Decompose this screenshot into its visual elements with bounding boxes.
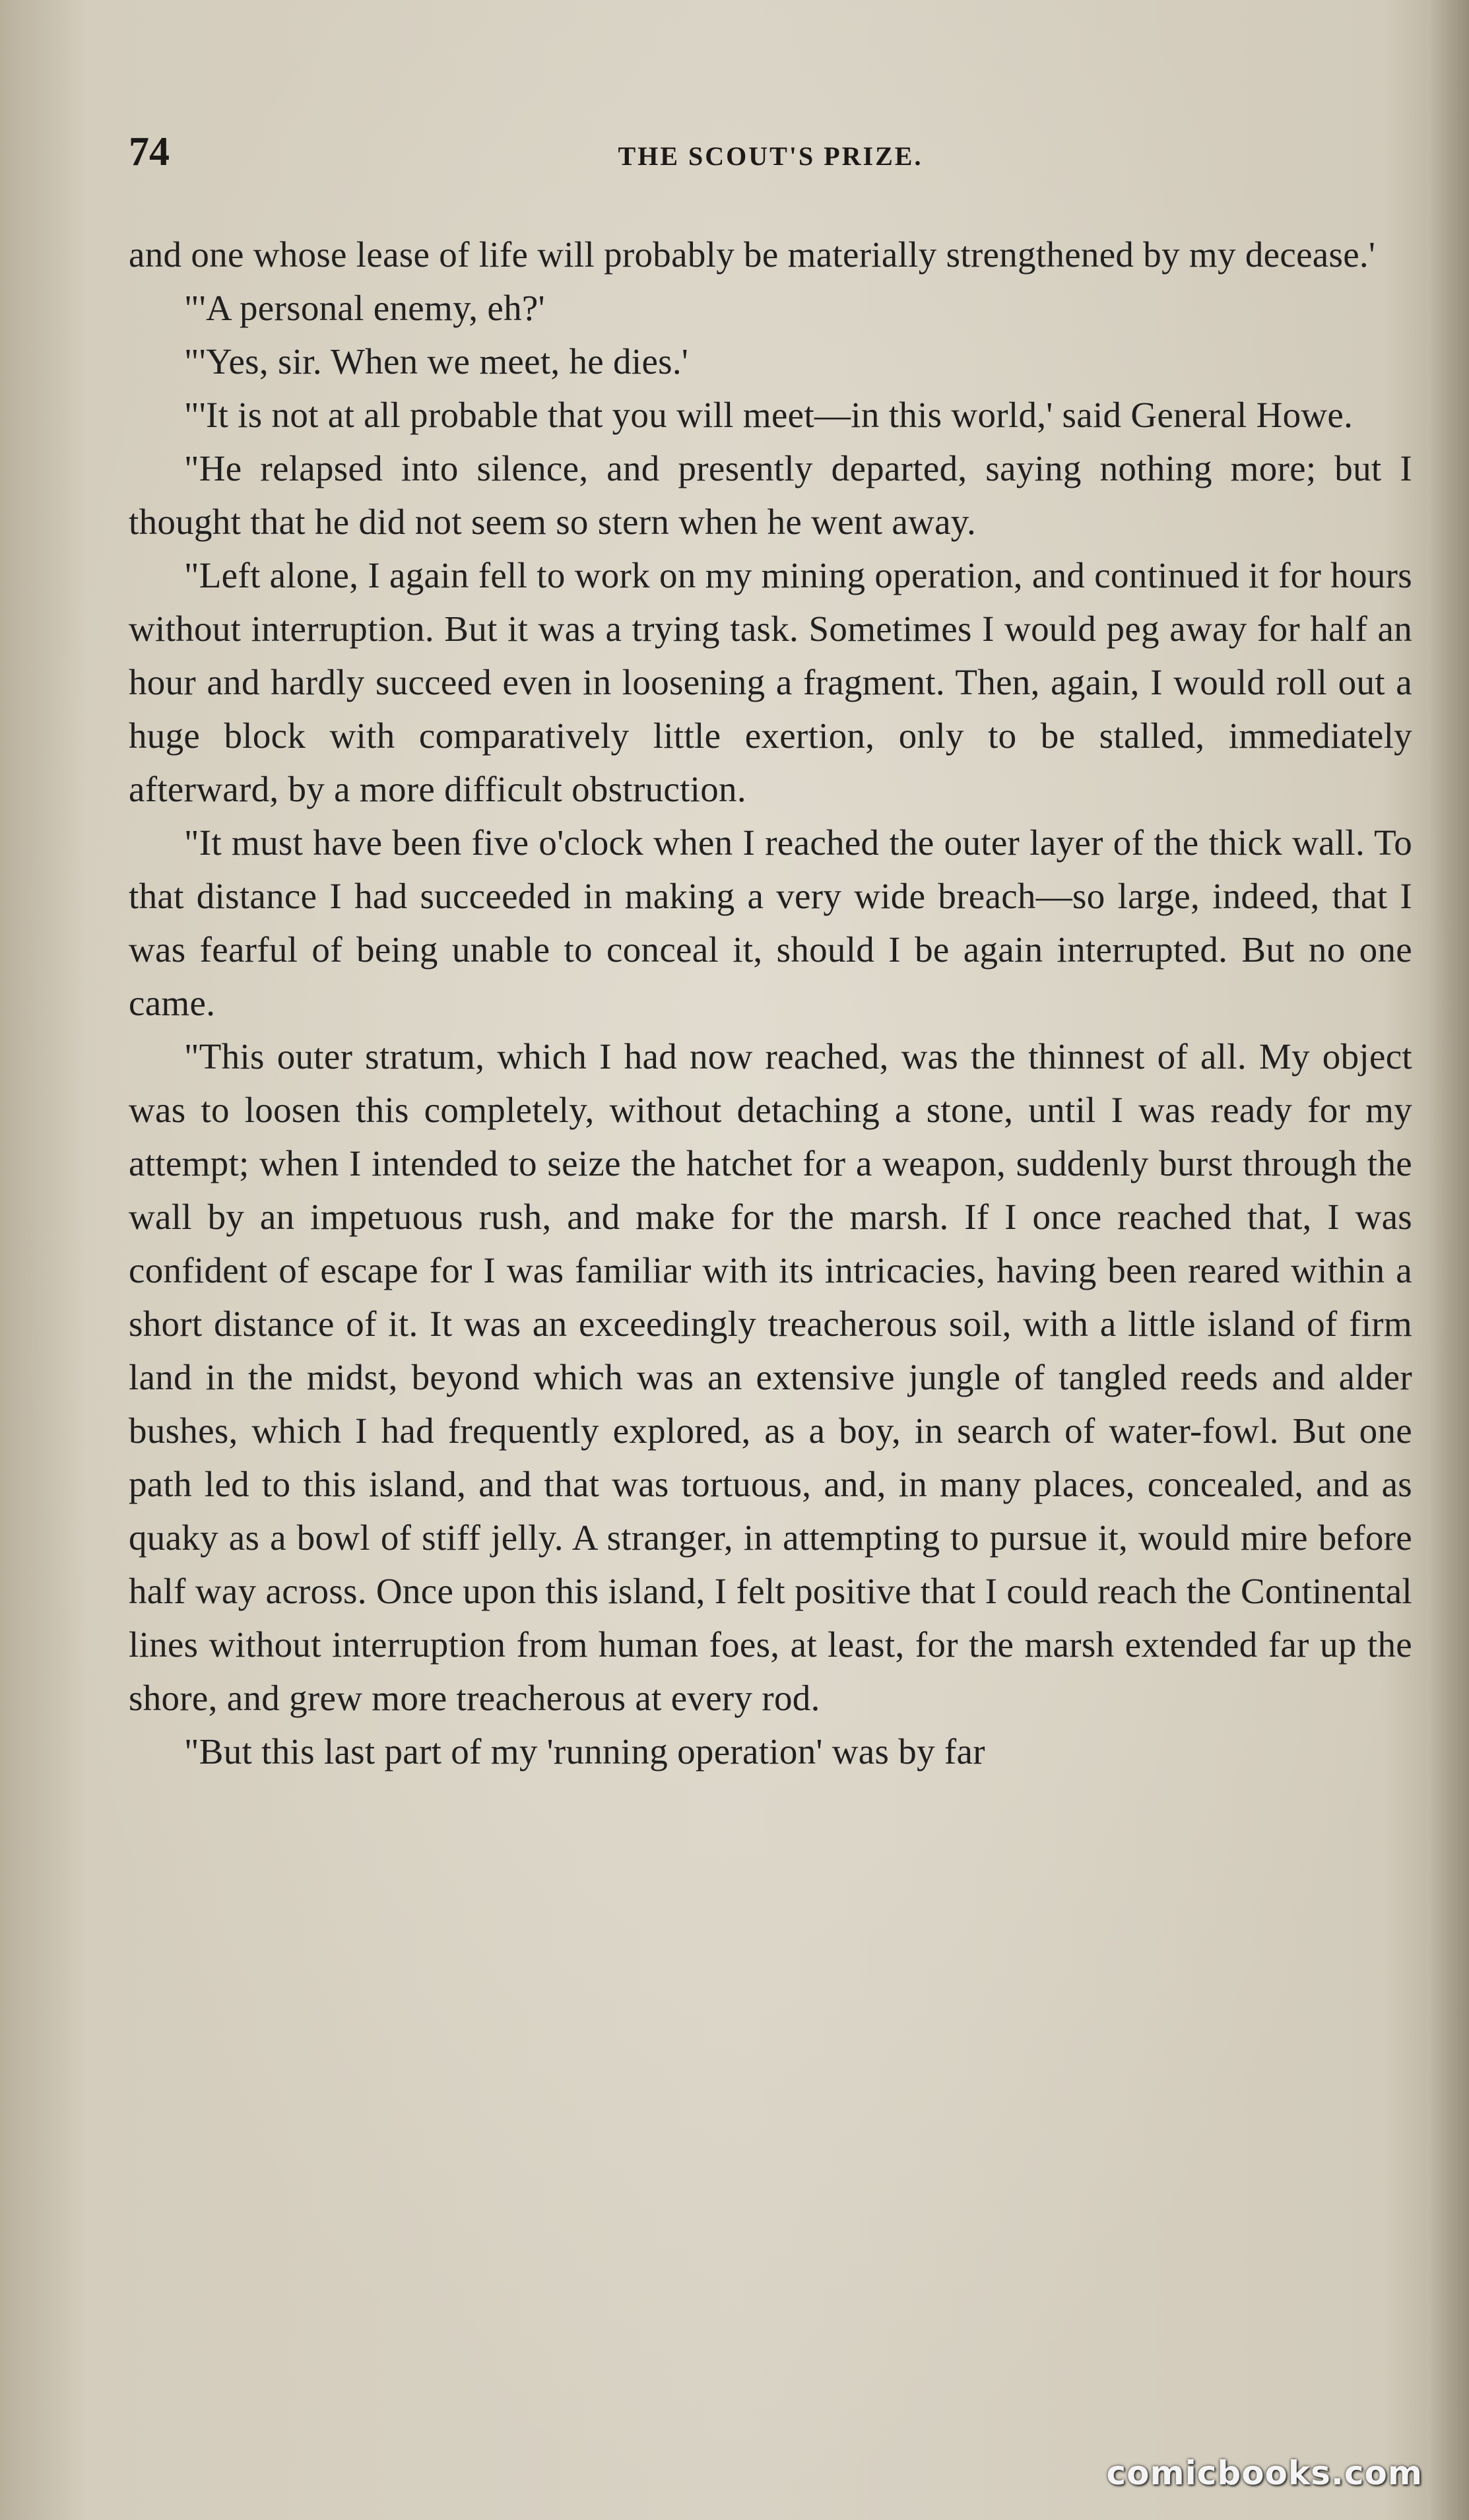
watermark: comicbooks.com xyxy=(1106,2454,1423,2492)
paragraph: "'Yes, sir. When we meet, he dies.' xyxy=(184,341,689,381)
page-number: 74 xyxy=(129,129,170,174)
running-head xyxy=(129,129,1412,175)
paragraph: "It must have been five o'clock when I reached the outer layer of the thick wall. To that distance I had succeeded in making a very wide breach—so large, indeed, that I was fearful of being unable to conceal it, should I be again interrupted. But no one came. xyxy=(129,822,1412,1023)
paragraph: "'It is not at all probable that you will meet—in this world,' said General Howe. xyxy=(184,395,1354,435)
paragraph-continuation: and one whose lease of life will probably be materially strengthened by my decease.' xyxy=(129,234,1376,275)
page-edge-shadow xyxy=(1429,0,1469,2520)
paragraph: "He relapsed into silence, and presently departed, saying nothing more; but I thought that he did not seem so stern when he went away. xyxy=(129,448,1412,542)
paragraph: "This outer stratum, which I had now reached, was the thinnest of all. My object was to loosen this completely, without detaching a stone, until I was ready for my attempt; when I intended to seize the hatchet for a weapon, suddenly burst through the wall by an impetuous rush, and make for the marsh. If I once reached that, I was confident of escape for I was familiar with its intricacies, having been reared within a short distance of it. It was an exceedingly treacherous soil, with a little island of firm land in the midst, beyond which was an extensive jungle of tangled reeds and alder bushes, which I had frequently explored, as a boy, in search of water-fowl. But one path led to this island, and that was tortuous, and, in many places, concealed, and as quaky as a bowl of stiff jelly. A stranger, in attempting to pursue it, would mire before half way across. Once upon this island, I felt positive that I could reach the Continental lines without interruption from human foes, at least, for the marsh extended far up the shore, and grew more treacherous at every rod. xyxy=(129,1036,1412,1718)
body-text xyxy=(129,228,1412,1778)
paragraph: "Left alone, I again fell to work on my mining operation, and continued it for hours without interruption. But it was a trying task. Sometimes I would peg away for half an hour and hardly succeed even in loosening a fragment. Then, again, I would roll out a huge block with comparatively little exertion, only to be stalled, immediately afterward, by a more difficult obstruction. xyxy=(129,555,1412,809)
paragraph: "'A personal enemy, eh?' xyxy=(184,288,545,328)
running-title: THE SCOUT'S PRIZE. xyxy=(618,141,923,171)
paragraph: "But this last part of my 'running operation' was by far xyxy=(184,1731,985,1772)
